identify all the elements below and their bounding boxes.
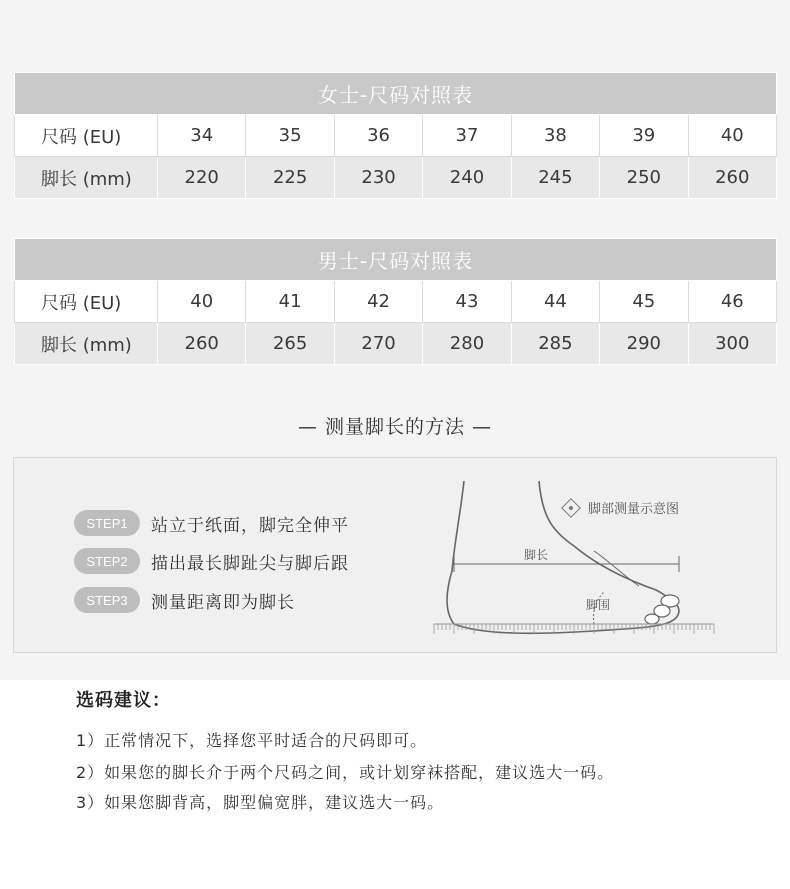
size-cell: 38 — [511, 115, 599, 157]
size-cell: 39 — [600, 115, 688, 157]
size-cell: 35 — [246, 115, 334, 157]
women-table-title: 女士-尺码对照表 — [15, 73, 777, 115]
length-cell: 220 — [158, 157, 246, 199]
length-cell: 300 — [688, 323, 776, 365]
size-cell: 46 — [688, 281, 776, 323]
size-cell: 40 — [688, 115, 776, 157]
circumference-arc — [594, 551, 639, 586]
step-badge: STEP3 — [74, 587, 140, 613]
women-length-row — [15, 157, 777, 199]
step-text: 站立于纸面，脚完全伸平 — [151, 515, 349, 536]
length-cell: 250 — [600, 157, 688, 199]
length-cell: 260 — [688, 157, 776, 199]
step-2 — [74, 548, 349, 574]
step-text: 测量距离即为脚长 — [151, 592, 295, 613]
men-size-row — [15, 281, 777, 323]
size-cell: 37 — [423, 115, 511, 157]
size-row-label: 尺码 (EU) — [15, 115, 158, 157]
men-table-title: 男士-尺码对照表 — [15, 239, 777, 281]
size-cell: 44 — [511, 281, 599, 323]
size-cell: 45 — [600, 281, 688, 323]
women-size-table — [14, 72, 777, 199]
length-cell: 240 — [423, 157, 511, 199]
size-cell: 34 — [158, 115, 246, 157]
size-cell: 43 — [423, 281, 511, 323]
length-cell: 245 — [511, 157, 599, 199]
length-cell: 290 — [600, 323, 688, 365]
step-badge: STEP1 — [74, 510, 140, 536]
step-3 — [74, 587, 295, 613]
size-cell: 40 — [158, 281, 246, 323]
length-cell: 265 — [246, 323, 334, 365]
length-label: 脚长 — [524, 548, 549, 562]
size-row-label: 尺码 (EU) — [15, 281, 158, 323]
length-cell: 285 — [511, 323, 599, 365]
women-size-row — [15, 115, 777, 157]
length-cell: 260 — [158, 323, 246, 365]
men-size-table — [14, 238, 777, 365]
diamond-icon — [561, 498, 581, 518]
length-cell: 230 — [334, 157, 422, 199]
step-1 — [74, 510, 349, 536]
advice-item: 3）如果您脚背高，脚型偏宽胖，建议选大一码。 — [76, 793, 445, 812]
advice-item: 1）正常情况下，选择您平时适合的尺码即可。 — [76, 731, 428, 750]
size-cell: 41 — [246, 281, 334, 323]
measure-method-title: — 测量脚长的方法 — — [297, 416, 493, 438]
length-cell: 270 — [334, 323, 422, 365]
legend-text: 脚部测量示意图 — [588, 502, 680, 517]
toe — [645, 614, 659, 624]
size-cell: 42 — [334, 281, 422, 323]
length-cell: 225 — [246, 157, 334, 199]
length-cell: 280 — [423, 323, 511, 365]
diagram-legend — [564, 498, 679, 517]
size-cell: 36 — [334, 115, 422, 157]
advice-item: 2）如果您的脚长介于两个尺码之间，或计划穿袜搭配，建议选大一码。 — [76, 763, 615, 782]
length-row-label: 脚长 (mm) — [15, 323, 158, 365]
circumference-label: 脚围 — [586, 598, 611, 612]
measure-method-panel — [13, 457, 777, 653]
men-length-row — [15, 323, 777, 365]
step-badge: STEP2 — [74, 548, 140, 574]
step-text: 描出最长脚趾尖与脚后跟 — [151, 553, 349, 574]
length-row-label: 脚长 (mm) — [15, 157, 158, 199]
advice-title: 选码建议： — [76, 690, 171, 711]
